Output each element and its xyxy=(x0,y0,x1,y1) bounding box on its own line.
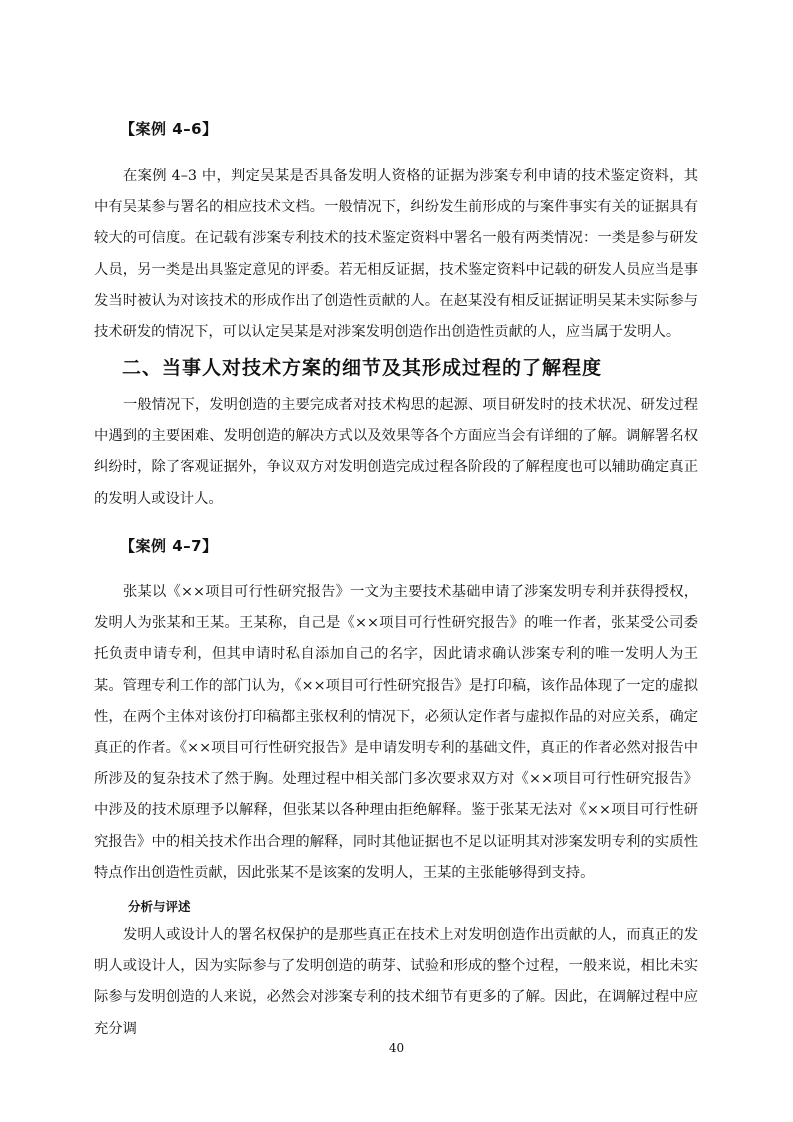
section-2-heading: 二、当事人对技术方案的细节及其形成过程的了解程度 xyxy=(122,357,603,379)
case-4-7-title: 【案例 4–7】 xyxy=(120,537,218,555)
case-4-6-body: 在案例 4–3 中，判定吴某是否具备发明人资格的证据为涉案专利申请的技术鉴定资料，其中有吴某参与署名的相应技术文档。一般情况下，纠纷发生前形成的与案件事实有关的证据具有较大的可信度。在记载有涉案专利技术的技术鉴定资料中署名一般有两类情况：一类是参与研发人员，另一类是出具鉴定意见的评委。若无相反证据，技术鉴定资料中记载的研发人员应当是事发当时被认为对该技术的形成作出了创造性贡献的人。在赵某没有相反证据证明吴某未实际参与技术研发的情况下，可以认定吴某是对涉案发明创造作出创造性贡献的人，应当属于发明人。 xyxy=(94,168,698,341)
analysis-heading: 分析与评述 xyxy=(128,899,191,914)
case-4-6-title: 【案例 4–6】 xyxy=(120,120,218,138)
analysis-body: 发明人或设计人的署名权保护的是那些真正在技术上对发明创造作出贡献的人，而真正的发明人或设计人，因为实际参与了发明创造的萌芽、试验和形成的整个过程，一般来说，相比未实际参与发明创造的人来说，必然会对涉案专利的技术细节有更多的了解。因此，在调解过程中应充分调 xyxy=(94,927,698,1037)
page-number: 40 xyxy=(388,1041,405,1055)
case-4-7-body: 张某以《××项目可行性研究报告》一文为主要技术基础申请了涉案发明专利并获得授权，发明人为张某和王某。王某称，自己是《××项目可行性研究报告》的唯一作者，张某受公司委托负责申请专利，但其申请时私自添加自己的名字，因此请求确认涉案专利的唯一发明人为王某。管理专利工作的部门认为，《××项目可行性研究报告》是打印稿，该作品体现了一定的虚拟性，在两个主体对该份打印稿都主张权利的情况下，必须认定作者与虚拟作品的对应关系，确定真正的作者。《××项目可行性研究报告》是申请发明专利的基础文件，真正的作者必然对报告中所涉及的复杂技术了然于胸。处理过程中相关部门多次要求双方对《××项目可行性研究报告》中涉及的技术原理予以解释，但张某以各种理由拒绝解释。鉴于张某无法对《××项目可行性研究报告》中的相关技术作出合理的解释，同时其他证据也不足以证明其对涉案发明专利的实质性特点作出创造性贡献，因此张某不是该案的发明人，王某的主张能够得到支持。 xyxy=(94,584,698,881)
section-2-body: 一般情况下，发明创造的主要完成者对技术构思的起源、项目研发时的技术状况、研发过程中遇到的主要困难、发明创造的解决方式以及效果等各个方面应当会有详细的了解。调解署名权纠纷时，除了客观证据外，争议双方对发明创造完成过程各阶段的了解程度也可以辅助确定真正的发明人或设计人。 xyxy=(94,397,698,507)
